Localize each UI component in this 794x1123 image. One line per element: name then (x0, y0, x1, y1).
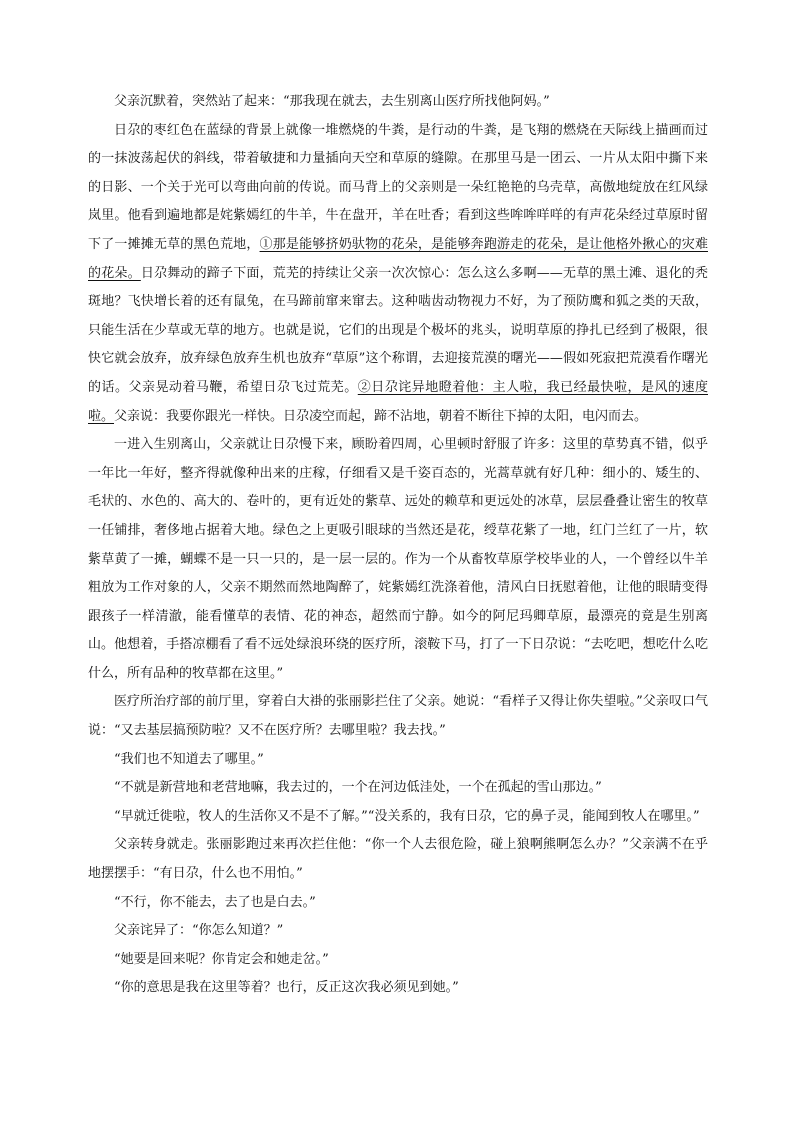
paragraph-text: “我们也不知道去了哪里。” (114, 751, 264, 767)
paragraph-text: 一进入生别离山，父亲就让日尕慢下来，顾盼着四周，心里顿时舒服了许多：这里的草势真不错，似乎一年比一年好，整齐得就像种出来的庄稼，仔细看又是千姿百态的，光蒿草就有好几种：细小的、矮生的、毛状的、水色的、高大的、卷叶的，更有近处的紫草、远处的赖草和更远处的冰草，层层叠叠让密生的牧草一任铺排，奢侈地占据着大地。绿色之上更吸引眼球的当然还是花，绶草花紫了一地，红门兰红了一片，软紫草黄了一摊，蝴蝶不是一只一只的，是一层一层的。作为一个从畜牧草原学校毕业的人，一个曾经以牛羊粗放为工作对象的人，父亲不期然而然地陶醉了，姹紫嫣红洗涤着他，清风白日抚慰着他，让他的眼睛变得跟孩子一样清澈，能看懂草的表情、花的神态，超然而宁静。如今的阿尼玛卿草原，最漂亮的竟是生别离山。他想着，手搭凉棚看了看不远处绿浪环绕的医疗所，滚鞍下马，打了一下日尕说：“去吃吧，想吃什么吃什么，所有品种的牧草都在这里。” (88, 437, 708, 681)
paragraph-text: 父亲沉默着，突然站了起来：“那我现在就去，去生别离山医疗所找他阿妈。” (114, 94, 550, 109)
underlined-sentence: ①那是能够挤奶驮物的花朵，是能够奔跑游走的花朵，是让他格外揪心的灾难的花朵。 (88, 236, 708, 281)
paragraph (88, 88, 708, 117)
paragraph-text: 日尕舞动的蹄子下面，荒芜的持续让父亲一次次惊心：怎么这么多啊——无草的黑土滩、退化的秃斑地？飞快增长着的还有鼠兔，在马蹄前窜来窜去。这种啮齿动物视力不好，为了预防鹰和狐之类的天敌，只能生活在少草或无草的地方。也就是说，它们的出现是个极坏的兆头，说明草原的挣扎已经到了极限，很快它就会放弃，放弃绿色放弃生机也放弃“草原”这个称谓，去迎接荒漠的曙光——假如死寂把荒漠看作曙光的话。父亲晃动着马鞭，希望日尕飞过荒芜。 (88, 265, 708, 395)
paragraph-text: 医疗所治疗部的前厅里，穿着白大褂的张丽影拦住了父亲。她说：“看样子又得让你失望啦。”父亲叹口气说：“又去基层搞预防啦？又不在医疗所？去哪里啦？我去找。” (88, 694, 708, 739)
paragraph (88, 803, 708, 832)
paragraph-text: “你的意思是我在这里等着？也行，反正这次我必须见到她。” (114, 980, 459, 996)
underlined-sentence: ②日尕诧异地瞪着他：主人啦，我已经最快啦，是风的速度啦。 (88, 379, 708, 424)
paragraph (88, 831, 708, 888)
paragraph (88, 117, 708, 432)
paragraph (88, 688, 708, 745)
paragraph (88, 774, 708, 803)
paragraph-text: “她要是回来呢？你肯定会和她走岔。” (114, 951, 329, 967)
paragraph-text: “早就迁徙啦，牧人的生活你又不是不了解。”“没关系的，我有日尕，它的鼻子灵，能闻到牧人在哪里。” (114, 808, 700, 824)
paragraph-text: 父亲转身就走。张丽影跑过来再次拦住他：“你一个人去很危险，碰上狼啊熊啊怎么办？”父亲满不在乎地摆摆手：“有日尕，什么也不用怕。” (88, 837, 708, 882)
paragraph-text: 父亲诧异了：“你怎么知道？” (114, 923, 284, 939)
paragraph (88, 431, 708, 688)
document-body (88, 88, 708, 1003)
paragraph-text: “不行，你不能去，去了也是白去。” (114, 894, 316, 910)
paragraph-text: 日尕的枣红色在蓝绿的背景上就像一堆燃烧的牛粪，是行动的牛粪，是飞翔的燃烧在天际线上描画而过的一抹波荡起伏的斜线，带着敏捷和力量插向天空和草原的缝隙。在那里马是一团云、一片从太阳中撕下来的日影、一个关于光可以弯曲向前的传说。而马背上的父亲则是一朵红艳艳的乌壳草，高傲地绽放在红风绿岚里。他看到遍地都是姹紫嫣红的牛羊，牛在盘开，羊在吐香；看到这些哞哞咩咩的有声花朵经过草原时留下了一摊摊无草的黑色荒地， (88, 122, 708, 252)
paragraph-text: “不就是新营地和老营地嘛，我去过的，一个在河边低洼处，一个在孤起的雪山那边。” (114, 780, 602, 796)
paragraph (88, 889, 708, 918)
paragraph (88, 974, 708, 1003)
paragraph (88, 746, 708, 775)
paragraph (88, 917, 708, 946)
paragraph (88, 946, 708, 975)
paragraph-text: 父亲说：我要你跟光一样快。日尕凌空而起，蹄不沾地，朝着不断往下掉的太阳，电闪而去。 (114, 408, 648, 424)
